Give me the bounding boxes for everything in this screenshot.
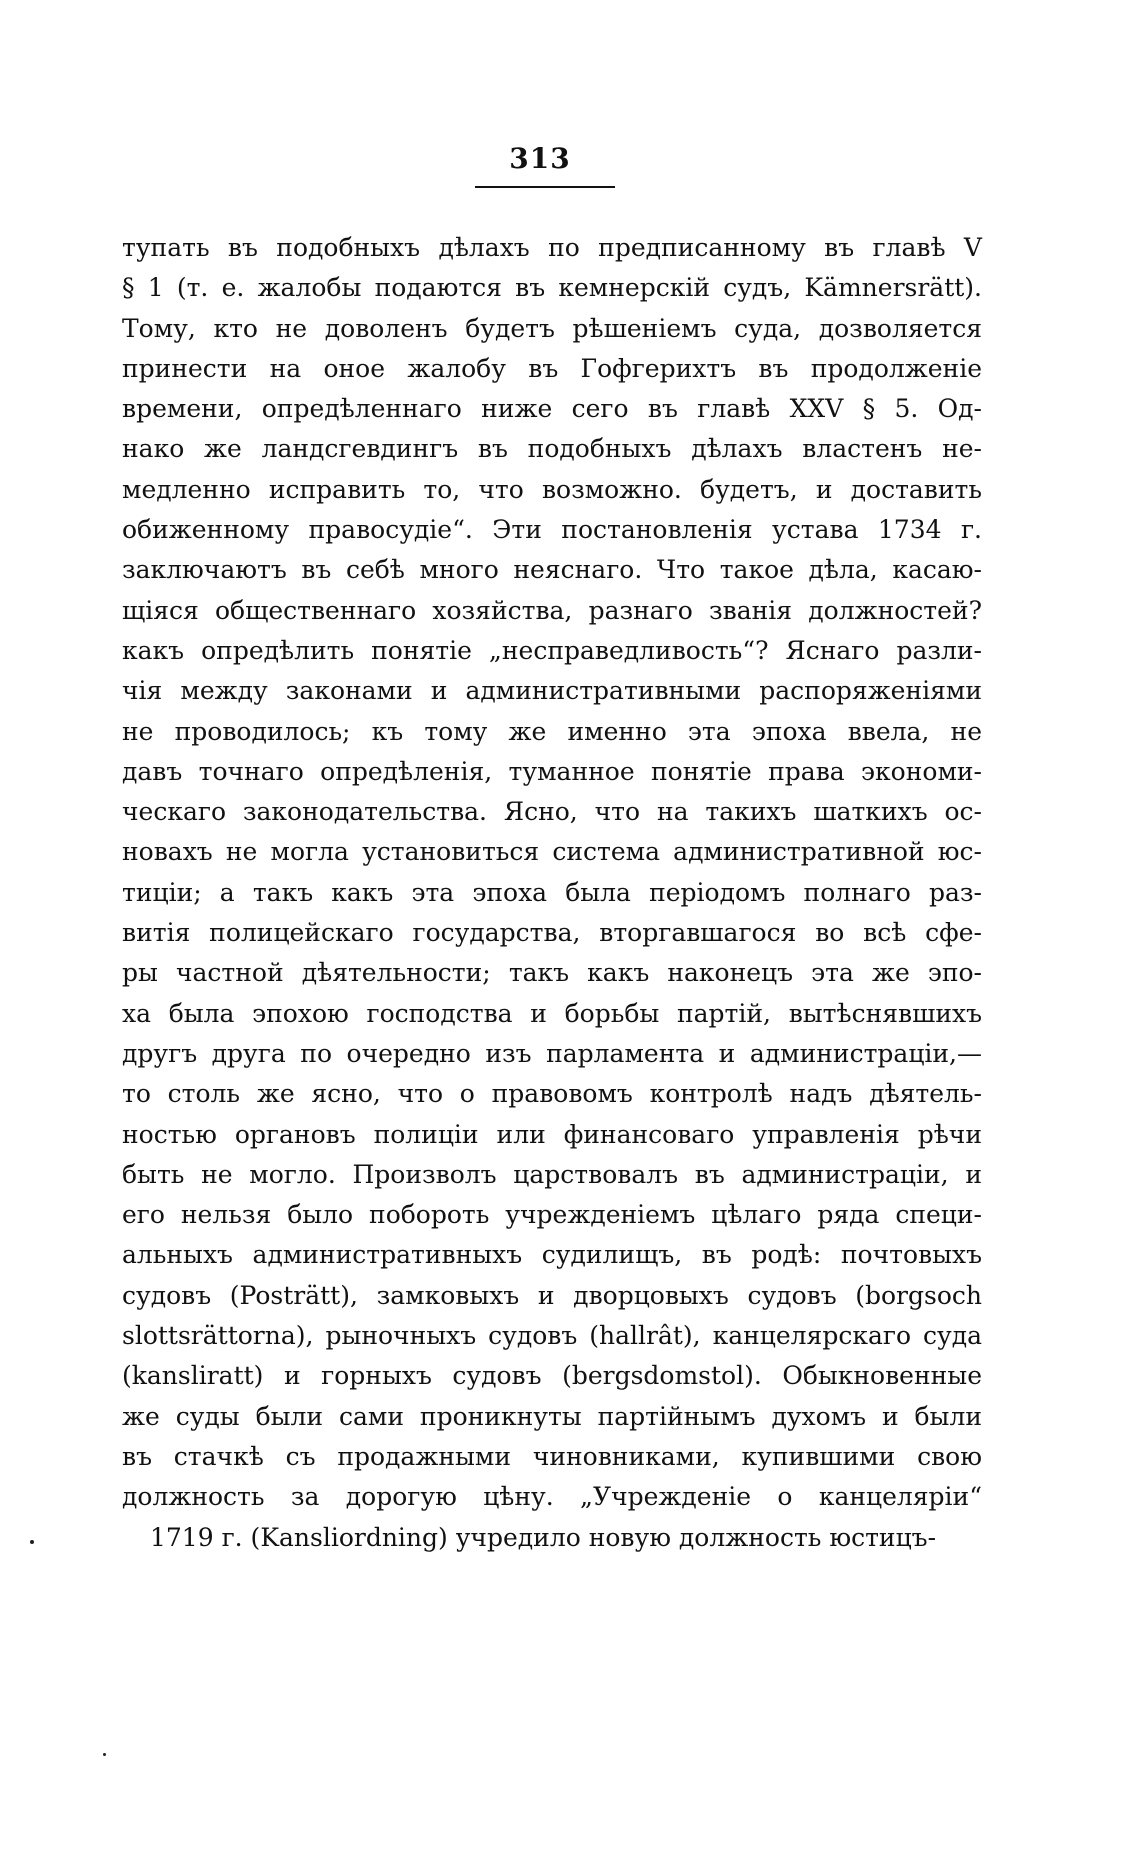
text-line: 1719 г. (Kansliordning) учредило новую должность юстицъ- <box>150 1522 937 1552</box>
text-line: щіяся общественнаго хозяйства, разнаго званія должностей? <box>122 595 982 625</box>
scan-speck <box>103 1753 106 1756</box>
text-line: новахъ не могла установиться система административной юс- <box>122 837 982 867</box>
text-line: тупать въ подобныхъ дѣлахъ по предписанному въ главѣ V <box>122 233 982 262</box>
text-line: судовъ (Posträtt), замковыхъ и дворцовыхъ судовъ (borgsoch <box>122 1280 982 1310</box>
text-line: другъ друга по очередно изъ парламента и администраціи,— <box>122 1038 982 1068</box>
text-line: ха была эпохою господства и борьбы партій, вытѣснявшихъ <box>122 998 982 1028</box>
scan-speck <box>30 1540 34 1544</box>
text-line: Тому, кто не доволенъ будетъ рѣшеніемъ суда, дозволяется <box>122 313 982 343</box>
header-rule <box>475 186 615 188</box>
text-line: slottsrättorna), рыночныхъ судовъ (hallrât), канцелярскаго суда <box>122 1321 982 1351</box>
text-line: давъ точнаго опредѣленія, туманное понятіе права экономи- <box>122 756 982 786</box>
text-line: медленно исправить то, что возможно. будетъ, и доставить <box>122 474 982 504</box>
text-line: его нельзя было побороть учрежденіемъ цѣлаго ряда специ- <box>122 1200 982 1230</box>
text-line: должность за дорогую цѣну. „Учрежденіе о канцеляріи“ <box>122 1482 982 1512</box>
text-line: ностью органовъ полиціи или финансоваго управленія рѣчи <box>122 1119 982 1149</box>
text-line: же суды были сами проникнуты партійнымъ духомъ и были <box>122 1401 982 1431</box>
text-line: быть не могло. Произволъ царствовалъ въ администраціи, и <box>122 1159 982 1189</box>
text-line: тиціи; а такъ какъ эта эпоха была періодомъ полнаго раз- <box>122 877 982 907</box>
text-line: альныхъ административныхъ судилищъ, въ родѣ: почтовыхъ <box>122 1240 982 1270</box>
page-number: 313 <box>509 142 571 175</box>
text-line: § 1 (т. е. жалобы подаются въ кемнерскій судъ, Kämnersrätt). <box>122 273 982 303</box>
body-text <box>122 228 982 1558</box>
text-line: времени, опредѣленнаго ниже сего въ главѣ XXV § 5. Од- <box>122 394 982 424</box>
text-line: чія между законами и административными распоряженіями <box>122 676 982 706</box>
text-line: обиженному правосудіе“. Эти постановленія устава 1734 г. <box>122 515 982 545</box>
text-line: не проводилось; къ тому же именно эта эпоха ввела, не <box>122 716 982 746</box>
text-line: витія полицейскаго государства, вторгавшагося во всѣ сфе- <box>122 918 982 948</box>
text-line: ческаго законодательства. Ясно, что на такихъ шаткихъ ос- <box>122 797 982 827</box>
text-line: принести на оное жалобу въ Гофгерихтъ въ продолженіе <box>122 353 982 383</box>
text-line: ры частной дѣятельности; такъ какъ наконецъ эта же эпо- <box>122 958 982 988</box>
text-line: нако же ландсгевдингъ въ подобныхъ дѣлахъ властенъ не- <box>122 434 982 464</box>
text-line: заключаютъ въ себѣ много неяснаго. Что такое дѣла, касаю- <box>122 555 982 585</box>
text-line: (kansliratt) и горныхъ судовъ (bergsdomstol). Обыкновенные <box>122 1361 982 1391</box>
text-line: въ стачкѣ съ продажными чиновниками, купившими свою <box>122 1441 982 1471</box>
text-line: какъ опредѣлить понятіе „несправедливость“? Яснаго разли- <box>122 635 982 665</box>
text-line: то столь же ясно, что о правовомъ контролѣ надъ дѣятель- <box>122 1079 982 1109</box>
